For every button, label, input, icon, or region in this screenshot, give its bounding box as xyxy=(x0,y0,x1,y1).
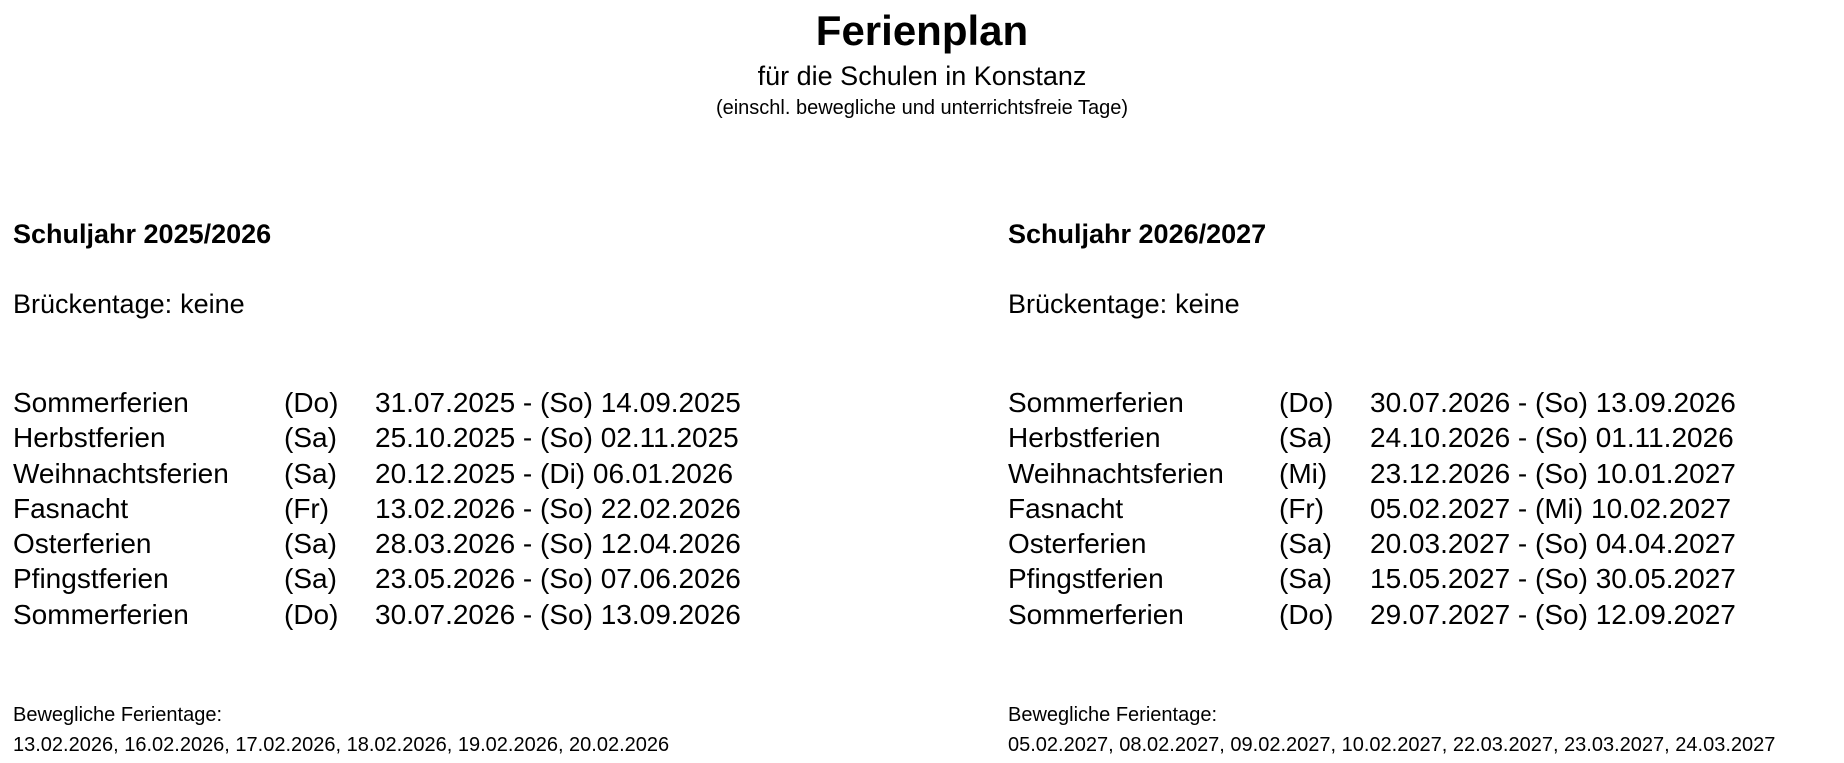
holiday-name: Osterferien xyxy=(1008,528,1147,560)
holiday-date-range: 29.07.2027 - (So) 12.09.2027 xyxy=(1370,598,1736,630)
holiday-list xyxy=(13,385,913,632)
holiday-start-weekday: (Sa) xyxy=(1279,422,1332,454)
holiday-start-weekday: (Sa) xyxy=(1279,528,1332,560)
holiday-row xyxy=(1008,385,1844,420)
holiday-row xyxy=(13,456,913,491)
holiday-name: Sommerferien xyxy=(13,598,189,630)
holiday-name: Herbstferien xyxy=(13,422,166,454)
holiday-start-weekday: (Mi) xyxy=(1279,457,1328,489)
holiday-start-weekday: (Do) xyxy=(284,598,339,630)
holiday-name: Sommerferien xyxy=(13,387,189,418)
holiday-row xyxy=(1008,491,1844,526)
holiday-name: Pfingstferien xyxy=(1008,563,1164,595)
holiday-row xyxy=(13,385,913,420)
school-year-heading: Schuljahr 2025/2026 xyxy=(13,219,272,249)
holiday-name: Osterferien xyxy=(13,528,152,560)
holiday-row xyxy=(1008,420,1844,455)
holiday-date-range: 31.07.2025 - (So) 14.09.2025 xyxy=(375,387,741,418)
holiday-date-range: 20.03.2027 - (So) 04.04.2027 xyxy=(1370,528,1736,560)
holiday-start-weekday: (Fr) xyxy=(284,492,330,524)
holiday-start-weekday: (Sa) xyxy=(284,563,337,595)
holiday-row xyxy=(13,561,913,596)
holiday-row xyxy=(13,491,913,526)
holiday-start-weekday: (Sa) xyxy=(284,528,337,560)
school-year-heading: Schuljahr 2026/2027 xyxy=(1008,219,1267,249)
holiday-start-weekday: (Sa) xyxy=(284,457,337,489)
bridge-days-line xyxy=(1008,287,1240,321)
holiday-start-weekday: (Sa) xyxy=(284,422,337,454)
holiday-date-range: 15.05.2027 - (So) 30.05.2027 xyxy=(1370,563,1736,595)
holiday-start-weekday: (Do) xyxy=(284,387,339,418)
document-title: Ferienplan xyxy=(815,7,1029,54)
holiday-date-range: 20.12.2025 - (Di) 06.01.2026 xyxy=(375,457,734,489)
holiday-date-range: 28.03.2026 - (So) 12.04.2026 xyxy=(375,528,741,560)
holiday-row xyxy=(1008,456,1844,491)
bridge-days-value: keine xyxy=(1175,289,1240,319)
holiday-date-range: 23.05.2026 - (So) 07.06.2026 xyxy=(375,563,741,595)
holiday-row xyxy=(1008,526,1844,561)
school-year-section-2025-2026 xyxy=(13,0,933,763)
flexible-days-label: Bewegliche Ferientage: xyxy=(13,704,223,726)
holiday-list xyxy=(1008,385,1844,632)
holiday-name: Weihnachtsferien xyxy=(13,457,229,489)
document-note: (einschl. bewegliche und unterrichtsfreie Tage) xyxy=(715,97,1129,119)
holiday-name: Fasnacht xyxy=(1008,492,1124,524)
bridge-days-value: keine xyxy=(180,289,245,319)
holiday-start-weekday: (Do) xyxy=(1279,598,1334,630)
bridge-days-label: Brückentage: xyxy=(13,289,173,319)
flexible-days-dates: 13.02.2026, 16.02.2026, 17.02.2026, 18.02.2026, 19.02.2026, 20.02.2026 xyxy=(13,734,670,756)
holiday-row xyxy=(1008,597,1844,632)
holiday-row xyxy=(13,597,913,632)
document-subtitle: für die Schulen in Konstanz xyxy=(757,61,1087,91)
holiday-date-range: 30.07.2026 - (So) 13.09.2026 xyxy=(375,598,741,630)
holiday-date-range: 24.10.2026 - (So) 01.11.2026 xyxy=(1370,422,1734,454)
holiday-name: Fasnacht xyxy=(13,492,129,524)
flexible-days-dates: 05.02.2027, 08.02.2027, 09.02.2027, 10.02.2027, 22.03.2027, 23.03.2027, 24.03.2027 xyxy=(1008,734,1776,756)
holiday-name: Sommerferien xyxy=(1008,598,1184,630)
holiday-name: Pfingstferien xyxy=(13,563,169,595)
holiday-date-range: 25.10.2025 - (So) 02.11.2025 xyxy=(375,422,739,454)
holiday-start-weekday: (Fr) xyxy=(1279,492,1325,524)
holiday-row xyxy=(13,526,913,561)
holiday-name: Sommerferien xyxy=(1008,387,1184,418)
bridge-days-label: Brückentage: xyxy=(1008,289,1168,319)
holiday-name: Weihnachtsferien xyxy=(1008,457,1224,489)
holiday-date-range: 30.07.2026 - (So) 13.09.2026 xyxy=(1370,387,1736,418)
holiday-row xyxy=(13,420,913,455)
holiday-date-range: 05.02.2027 - (Mi) 10.02.2027 xyxy=(1370,492,1732,524)
holiday-start-weekday: (Sa) xyxy=(1279,563,1332,595)
flexible-days-label: Bewegliche Ferientage: xyxy=(1008,704,1218,726)
holiday-date-range: 23.12.2026 - (So) 10.01.2027 xyxy=(1370,457,1736,489)
holiday-start-weekday: (Do) xyxy=(1279,387,1334,418)
holiday-date-range: 13.02.2026 - (So) 22.02.2026 xyxy=(375,492,741,524)
holiday-name: Herbstferien xyxy=(1008,422,1161,454)
holiday-row xyxy=(1008,561,1844,596)
school-year-section-2026-2027 xyxy=(1008,0,1844,763)
bridge-days-line xyxy=(13,287,245,321)
